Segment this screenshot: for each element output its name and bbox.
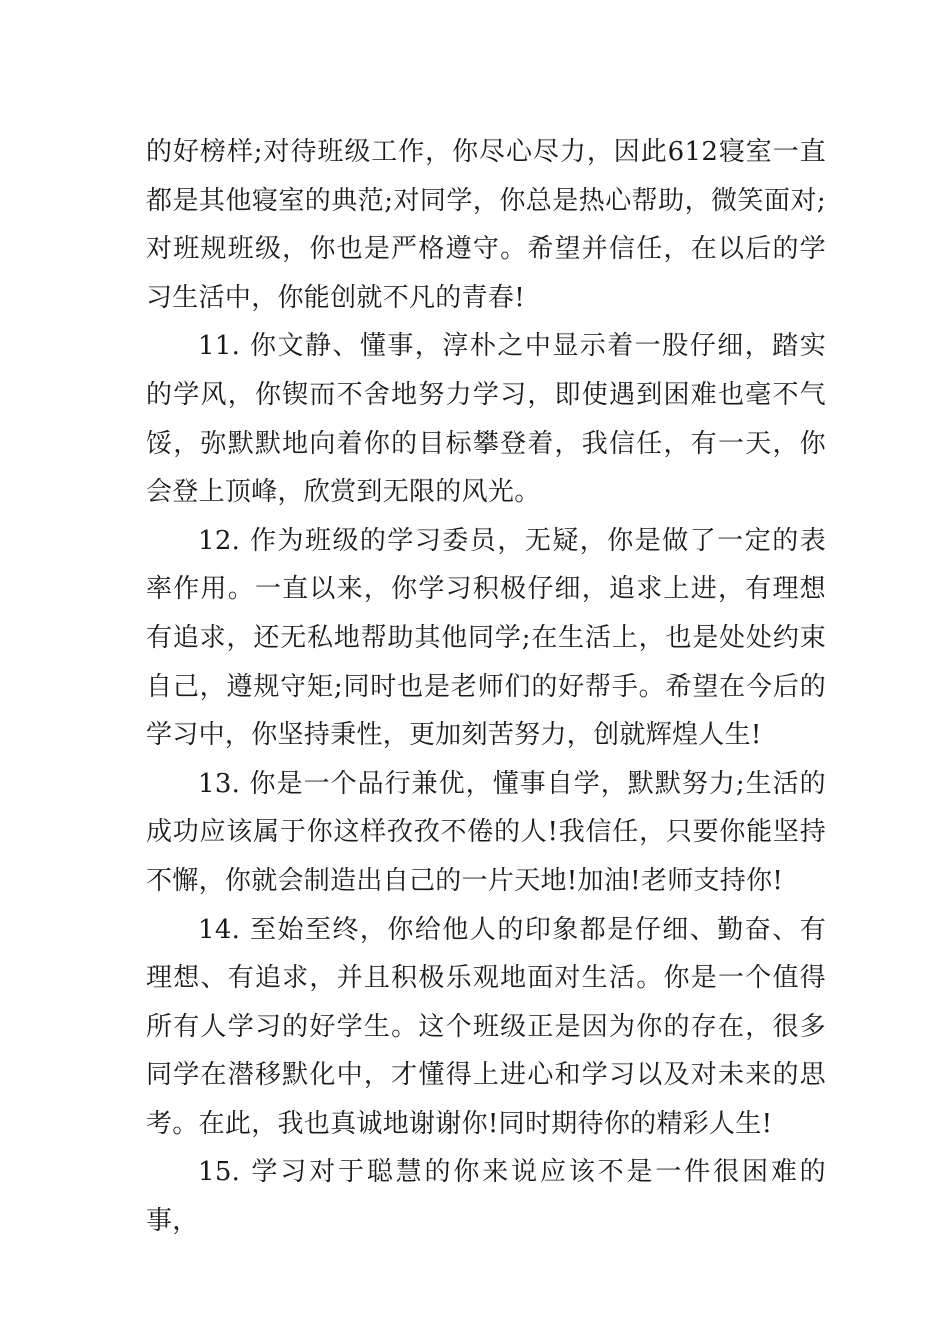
document-body (146, 128, 826, 1246)
paragraph-12: 12. 作为班级的学习委员，无疑，你是做了一定的表率作用。一直以来，你学习积极仔细，追求上进，有理想有追求，还无私地帮助其他同学;在生活上，也是处处约束自己，遵规守矩;同时也是老师们的好帮手。希望在今后的学习中，你坚持秉性，更加刻苦努力，创就辉煌人生! (146, 525, 826, 751)
paragraph-continuation: 的好榜样;对待班级工作，你尽心尽力，因此612寝室一直都是其他寝室的典范;对同学，你总是热心帮助，微笑面对;对班规班级，你也是严格遵守。希望并信任，在以后的学习生活中，你能创就不凡的青春! (146, 137, 826, 313)
paragraph-11: 11. 你文静、懂事，淳朴之中显示着一股仔细，踏实的学风，你锲而不舍地努力学习，即使遇到困难也毫不气馁，弥默默地向着你的目标攀登着，我信任，有一天，你会登上顶峰，欣赏到无限的风光。 (146, 331, 826, 508)
paragraph-13: 13. 你是一个品行兼优，懂事自学，默默努力;生活的成功应该属于你这样孜孜不倦的人!我信任，只要你能坚持不懈，你就会制造出自己的一片天地!加油!老师支持你! (146, 768, 826, 896)
paragraph-15: 15. 学习对于聪慧的你来说应该不是一件很困难的事， (146, 1157, 826, 1237)
paragraph-14: 14. 至始至终，你给他人的印象都是仔细、勤奋、有理想、有追求，并且积极乐观地面对生活。你是一个值得所有人学习的好学生。这个班级正是因为你的存在，很多同学在潜移默化中，才懂得上进心和学习以及对未来的思考。在此，我也真诚地谢谢你!同时期待你的精彩人生! (146, 914, 826, 1139)
